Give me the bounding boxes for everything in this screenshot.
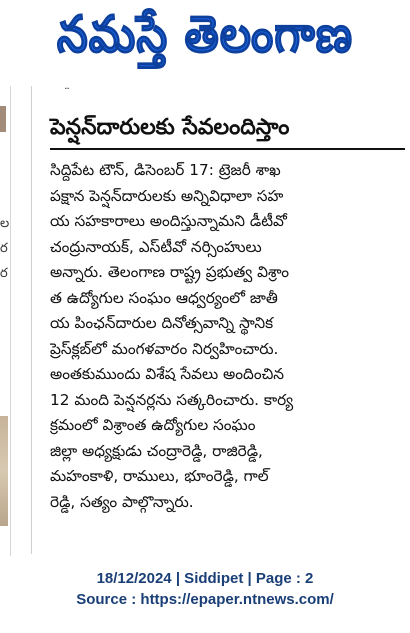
- adjacent-photo-fragment: [0, 106, 6, 132]
- column-rule: [31, 86, 32, 554]
- article-line: 12 మంది పెన్షనర్లను సత్కరించారు. కార్య: [50, 390, 294, 409]
- adjacent-photo-fragment: [0, 416, 8, 526]
- article-line: జిల్లా అధ్యక్షుడు చంద్రారెడ్డి, రాజిరెడ్డి,: [50, 441, 263, 460]
- adjacent-text-fragment: ర: [0, 241, 8, 256]
- article-line: త ఉద్యోగుల సంఘం ఆధ్వర్యంలో జాతీ: [50, 288, 278, 307]
- article-line: పక్షాన పెన్షన్‌దారులకు అన్నివిధాలా సహ: [50, 186, 284, 205]
- article-line: రెడ్డి, సత్యం పాల్గొన్నారు.: [50, 492, 194, 511]
- adjacent-text-fragment: ర: [0, 266, 8, 281]
- adjacent-column-strip: [0, 86, 11, 556]
- article-line: అన్నారు. తెలంగాణ రాష్ట్ర ప్రభుత్వ విశ్రాం: [50, 263, 290, 281]
- article-line: క్రమంలో విశ్రాంత ఉద్యోగుల సంఘం: [50, 416, 256, 434]
- article-line: య సహకారాలు అందిస్తున్నామని డీటీవో: [50, 212, 287, 230]
- article-line: చంద్రునాయక్‌, ఎస్‌టీవో నర్సింహులు: [50, 237, 262, 256]
- adjacent-text-fragment: ల: [0, 216, 9, 231]
- article-line: య పింఛన్‌దారుల దినోత్సవాన్ని స్థానిక: [50, 314, 274, 332]
- article: [50, 86, 405, 515]
- edition-info: 18/12/2024 | Siddipet | Page : 2: [96, 570, 314, 587]
- top-marks: ¨: [64, 86, 70, 100]
- source-footer: [0, 568, 410, 610]
- masthead: [0, 0, 410, 82]
- article-headline: పెన్షన్‌దారులకు సేవలందిస్తాం: [50, 115, 290, 140]
- headline-rule: [50, 148, 405, 150]
- article-body: [50, 158, 405, 515]
- source-link[interactable]: Source : https://epaper.ntnews.com/: [76, 591, 334, 608]
- article-line: అంతకుముందు విశేష సేవలు అందించిన: [50, 365, 285, 383]
- news-clipping: [0, 86, 410, 556]
- article-line: ప్రెస్‌క్లబ్‌లో మంగళవారం నిర్వహించారు.: [50, 339, 279, 358]
- newspaper-logo: నమస్తే తెలంగాణ: [56, 5, 354, 64]
- article-line: సిద్దిపేట టౌన్‌, డిసెంబర్‌ 17: ట్రెజరీ శాఖ: [50, 161, 281, 179]
- article-line: మహంకాళి, రాములు, భూంరెడ్డి, గాల్‌: [50, 467, 269, 485]
